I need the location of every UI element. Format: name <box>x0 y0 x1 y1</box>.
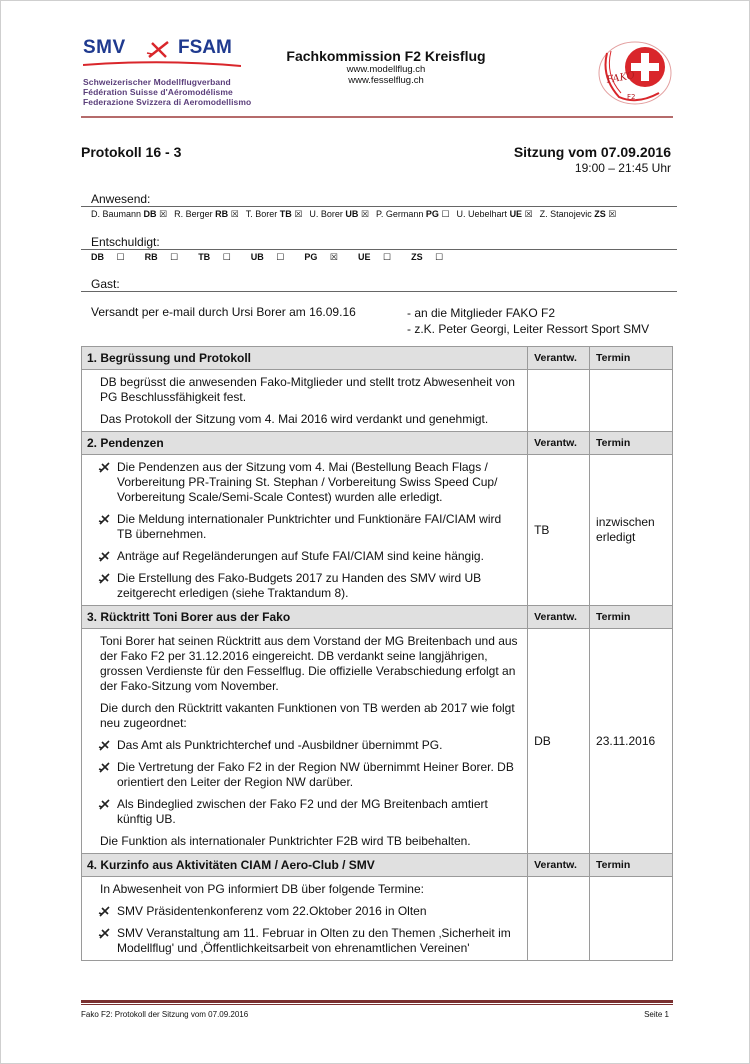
checkbox-icon: ☒ <box>230 209 239 219</box>
col-header-date: Termin <box>590 432 673 455</box>
header-divider <box>81 116 673 118</box>
present-member <box>174 209 239 219</box>
member-name: T. Borer <box>245 209 278 219</box>
checkbox-icon: ☐ <box>222 252 231 262</box>
checkbox-icon: ☒ <box>608 209 617 219</box>
excused-member <box>358 252 401 262</box>
svg-text:F2: F2 <box>627 93 636 101</box>
present-member <box>376 209 450 219</box>
responsible-cell <box>528 370 590 432</box>
logo-line-de: Schweizerischer Modellflugverband <box>83 77 231 87</box>
excused-member <box>304 252 348 262</box>
present-label: Anwesend: <box>91 192 151 206</box>
responsible-cell: DB <box>528 629 590 854</box>
col-header-date: Termin <box>590 854 673 877</box>
bullet-item <box>100 571 519 601</box>
protocol-number: Protokoll 16 - 3 <box>81 144 182 160</box>
section-body <box>82 370 528 432</box>
commission-title: Fachkommission F2 Kreisflug <box>286 48 486 64</box>
logo-smv-text: SMV <box>83 37 126 58</box>
bullet-text: SMV Veranstaltung am 11. Februar in Olten zu den Themen ‚Sicherheit im Modellflug' und ‚Öffentlichkeitsarbeit von ehrenamtlichen Vereinen' <box>117 926 511 955</box>
checkbox-icon: ☐ <box>435 252 444 262</box>
deadline-cell: 23.11.2016 <box>590 629 673 854</box>
checkbox-icon: ☐ <box>441 209 450 219</box>
bullet-item <box>100 460 519 505</box>
section-body <box>82 877 528 961</box>
paragraph: Die Funktion als internationaler Punktrichter F2B wird TB beibehalten. <box>100 834 471 848</box>
present-member <box>309 209 369 219</box>
section-body <box>82 455 528 606</box>
member-code: RB <box>144 252 158 262</box>
member-name: D. Baumann <box>91 209 142 219</box>
section-header <box>82 432 673 455</box>
bullet-item <box>100 760 519 790</box>
member-code: UB <box>345 209 359 219</box>
col-header-resp: Verantw. <box>528 606 590 629</box>
deadline-cell <box>590 370 673 432</box>
url-fesselflug[interactable]: www.fesselflug.ch <box>348 75 424 86</box>
excused-member <box>198 252 241 262</box>
excused-label: Entschuldigt: <box>91 235 160 249</box>
present-member <box>246 209 303 219</box>
bullet-text: Die Pendenzen aus der Sitzung vom 4. Mai (Bestellung Beach Flags / Vorbereitung PR-Training St. Stephan / Vorbereitung Swiss Speed Cup/ Vorbereitung Scale/Semi-Scale Contest) wurden alle erledigt. <box>117 460 498 504</box>
airplane-bullet-icon <box>98 927 111 940</box>
airplane-bullet-icon <box>98 739 111 752</box>
section-row <box>82 629 673 854</box>
col-header-resp: Verantw. <box>528 432 590 455</box>
airplane-bullet-icon <box>98 550 111 563</box>
section-row <box>82 370 673 432</box>
member-name: U. Uebelhart <box>456 209 508 219</box>
footer-divider-thin <box>81 1004 673 1005</box>
present-list <box>91 209 623 220</box>
member-code: UB <box>250 252 264 262</box>
section-title: 3. Rücktritt Toni Borer aus der Fako <box>82 606 528 629</box>
paragraph: DB begrüsst die anwesenden Fako-Mitglieder und stellt trotz Abwesenheit von PG Beschlussfähigkeit fest. <box>100 375 515 404</box>
section-header <box>82 854 673 877</box>
present-rule <box>81 206 677 207</box>
paragraph: Toni Borer hat seinen Rücktritt aus dem Vorstand der MG Breitenbach und aus der Fako F2 per 31.12.2016 eingereicht. DB verdankt seine langjährigen, grossen Verdienste für den Fesselflug. Die offizielle Verabschiedung erfolgt an der Fako-Sitzung vom November. <box>100 634 518 693</box>
member-code: DB <box>143 209 157 219</box>
minutes-table <box>81 346 673 961</box>
present-member <box>540 209 617 219</box>
bullet-item <box>100 904 519 919</box>
paragraph: In Abwesenheit von PG informiert DB über folgende Termine: <box>100 882 424 896</box>
bullet-text: SMV Präsidentenkonferenz vom 22.Oktober 2016 in Olten <box>117 904 427 918</box>
bullet-item <box>100 512 519 542</box>
paragraph: Die durch den Rücktritt vakanten Funktionen von TB werden ab 2017 wie folgt neu zugeordnet: <box>100 701 515 730</box>
footer-page-number: Seite 1 <box>644 1010 669 1019</box>
checkbox-icon: ☐ <box>116 252 125 262</box>
responsible-cell: TB <box>528 455 590 606</box>
section-title: 1. Begrüssung und Protokoll <box>82 347 528 370</box>
member-code: ZS <box>594 209 606 219</box>
excused-member <box>251 252 295 262</box>
airplane-bullet-icon <box>98 798 111 811</box>
bullet-text: Als Bindeglied zwischen der Fako F2 und der MG Breitenbach amtiert künftig UB. <box>117 797 488 826</box>
logo-line-it: Federazione Svizzera di Aeromodellismo <box>83 97 252 107</box>
checkbox-icon: ☒ <box>159 209 168 219</box>
section-title: 2. Pendenzen <box>82 432 528 455</box>
member-code: PG <box>304 252 318 262</box>
checkbox-icon: ☒ <box>294 209 303 219</box>
airplane-bullet-icon <box>98 905 111 918</box>
bullet-item <box>100 738 519 753</box>
member-code: UE <box>509 209 523 219</box>
distribution-info: - z.K. Peter Georgi, Leiter Ressort Sport SMV <box>407 322 650 336</box>
bullet-text: Die Meldung internationaler Punktrichter und Funktionäre FAI/CIAM wird TB übernehmen. <box>117 512 502 541</box>
excused-member <box>411 252 453 262</box>
url-modellflug[interactable]: www.modellflug.ch <box>346 64 426 75</box>
session-date: Sitzung vom 07.09.2016 <box>513 144 671 160</box>
member-code: PG <box>425 209 439 219</box>
header-center <box>271 48 501 86</box>
footer-divider <box>81 1000 673 1003</box>
smv-fsam-logo <box>83 37 252 109</box>
col-header-resp: Verantw. <box>528 347 590 370</box>
member-code: UE <box>357 252 371 262</box>
bullet-text: Das Amt als Punktrichterchef und -Ausbildner übernimmt PG. <box>117 738 443 752</box>
excused-member <box>145 252 189 262</box>
airplane-bullet-icon <box>98 572 111 585</box>
airplane-icon <box>146 39 172 61</box>
deadline-cell <box>590 877 673 961</box>
guest-rule <box>81 291 677 292</box>
checkbox-icon: ☒ <box>329 252 338 262</box>
airplane-bullet-icon <box>98 513 111 526</box>
bullet-text: Die Vertretung der Fako F2 in der Region NW übernimmt Heiner Borer. DB orientiert den Leiter der Region NW darüber. <box>117 760 514 789</box>
checkbox-icon: ☒ <box>524 209 533 219</box>
member-name: R. Berger <box>174 209 213 219</box>
member-name: P. Germann <box>376 209 424 219</box>
logo-line-fr: Fédération Suisse d'Aéromodélisme <box>83 87 233 97</box>
logo-fsam-text: FSAM <box>178 37 232 58</box>
member-code: ZS <box>411 252 423 262</box>
sent-note: Versandt per e-mail durch Ursi Borer am 16.09.16 <box>91 305 356 319</box>
guest-label: Gast: <box>91 277 120 291</box>
col-header-date: Termin <box>590 347 673 370</box>
checkbox-icon: ☐ <box>170 252 179 262</box>
present-member <box>457 209 533 219</box>
section-title: 4. Kurzinfo aus Aktivitäten CIAM / Aero-Club / SMV <box>82 854 528 877</box>
section-row <box>82 877 673 961</box>
member-code: TB <box>198 252 211 262</box>
bullet-item <box>100 549 519 564</box>
footer-document-title: Fako F2: Protokoll der Sitzung vom 07.09.2016 <box>81 1010 249 1019</box>
distribution-list <box>407 305 649 337</box>
excused-member <box>91 252 135 262</box>
bullet-item <box>100 797 519 827</box>
member-code: TB <box>279 209 292 219</box>
fako-f2-logo <box>597 39 673 107</box>
airplane-bullet-icon <box>98 761 111 774</box>
airplane-bullet-icon <box>98 461 111 474</box>
section-body <box>82 629 528 854</box>
member-code: DB <box>91 252 104 262</box>
member-name: U. Borer <box>309 209 343 219</box>
distribution-members: - an die Mitglieder FAKO F2 <box>407 306 556 320</box>
member-code: RB <box>215 209 229 219</box>
present-member <box>91 209 167 219</box>
deadline-cell: inzwischen erledigt <box>590 455 673 606</box>
section-header <box>82 347 673 370</box>
col-header-resp: Verantw. <box>528 854 590 877</box>
checkbox-icon: ☐ <box>383 252 392 262</box>
excused-list <box>91 252 463 263</box>
svg-text:FAKO: FAKO <box>605 70 636 86</box>
checkbox-icon: ☒ <box>360 209 370 219</box>
bullet-text: Anträge auf Regeländerungen auf Stufe FAI/CIAM sind keine hängig. <box>117 549 484 563</box>
paragraph: Das Protokoll der Sitzung vom 4. Mai 2016 wird verdankt und genehmigt. <box>100 412 489 426</box>
responsible-cell <box>528 877 590 961</box>
section-header <box>82 606 673 629</box>
bullet-text: Die Erstellung des Fako-Budgets 2017 zu Handen des SMV wird UB zeitgerecht erledigen (siehe Traktandum 8). <box>117 571 482 600</box>
section-row <box>82 455 673 606</box>
session-time: 19:00 – 21:45 Uhr <box>574 161 671 175</box>
logo-swoosh <box>83 61 241 69</box>
excused-rule <box>81 249 677 250</box>
bullet-item <box>100 926 519 956</box>
col-header-date: Termin <box>590 606 673 629</box>
page-header <box>1 1 750 116</box>
checkbox-icon: ☐ <box>276 252 285 262</box>
member-name: Z. Stanojevic <box>539 209 592 219</box>
